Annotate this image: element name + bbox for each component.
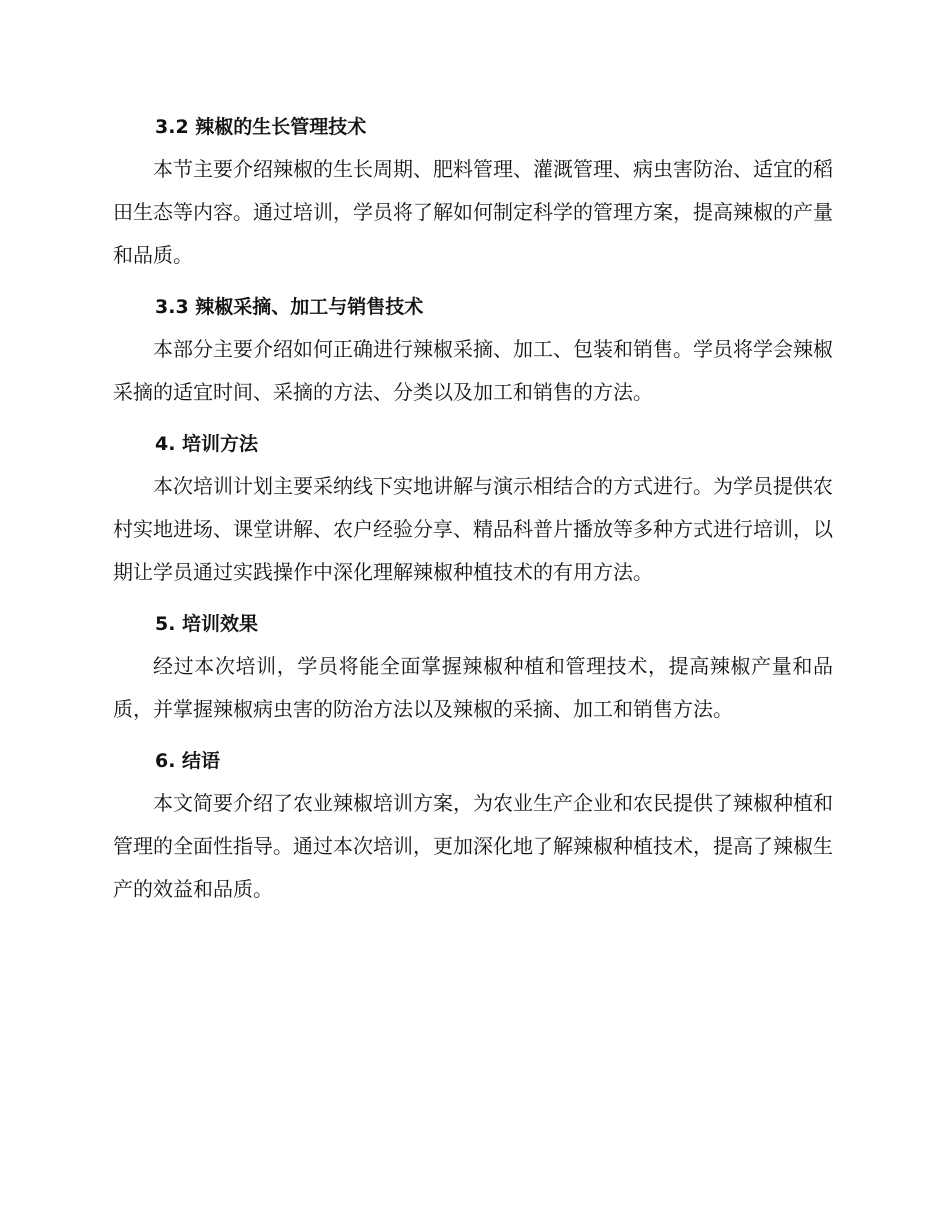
section-paragraph-4: 本次培训计划主要采纳线下实地讲解与演示相结合的方式进行。为学员提供农村实地进场、课堂讲解、农户经验分享、精品科普片播放等多种方式进行培训，以期让学员通过实践操作中深化理解辣椒种植技术的有用方法。	[113, 474, 833, 584]
section-heading-4: 4. 培训方法	[155, 433, 259, 455]
section-paragraph-6: 本文简要介绍了农业辣椒培训方案，为农业生产企业和农民提供了辣椒种植和管理的全面性指导。通过本次培训，更加深化地了解辣椒种植技术，提高了辣椒生产的效益和品质。	[113, 791, 833, 901]
section-heading-6: 6. 结语	[155, 750, 221, 772]
section-heading-3-3: 3.3 辣椒采摘、加工与销售技术	[155, 296, 424, 318]
section-paragraph-3-2: 本节主要介绍辣椒的生长周期、肥料管理、灌溉管理、病虫害防治、适宜的稻田生态等内容。通过培训，学员将了解如何制定科学的管理方案，提高辣椒的产量和品质。	[113, 157, 833, 267]
section-heading-5: 5. 培训效果	[155, 613, 259, 635]
document-body	[113, 106, 833, 920]
section-paragraph-5: 经过本次培训，学员将能全面掌握辣椒种植和管理技术，提高辣椒产量和品质，并掌握辣椒病虫害的防治方法以及辣椒的采摘、加工和销售方法。	[113, 654, 833, 721]
section-heading-3-2: 3.2 辣椒的生长管理技术	[155, 116, 367, 138]
section-paragraph-3-3: 本部分主要介绍如何正确进行辣椒采摘、加工、包装和销售。学员将学会辣椒采摘的适宜时间、采摘的方法、分类以及加工和销售的方法。	[113, 337, 833, 404]
